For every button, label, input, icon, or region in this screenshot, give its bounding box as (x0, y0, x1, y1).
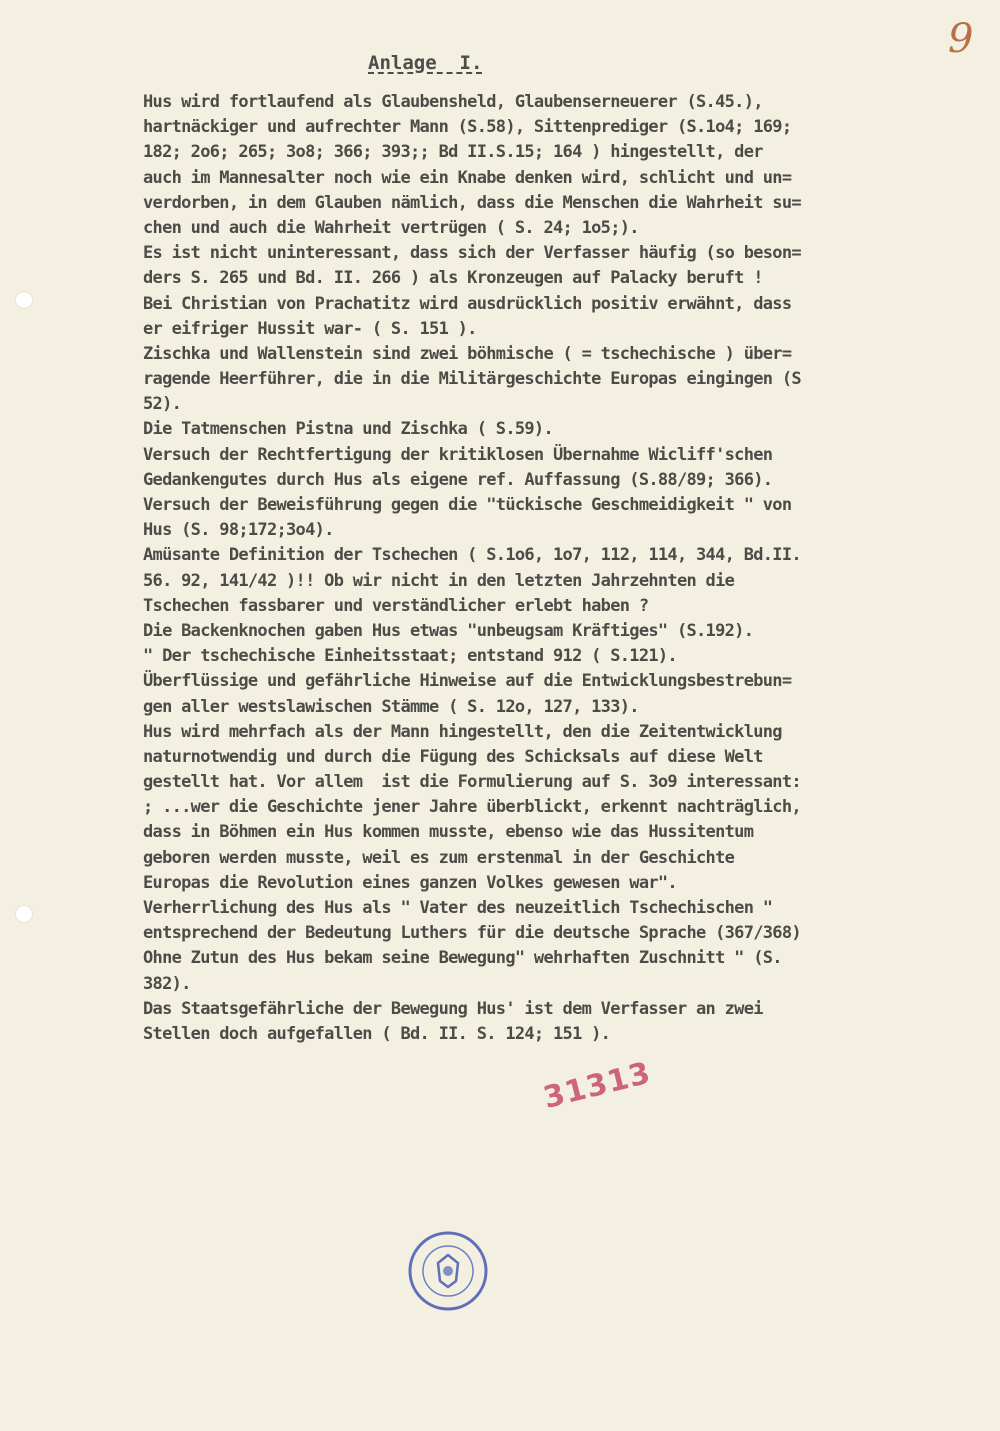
text-line: naturnotwendig und durch die Fügung des Schicksals auf diese Welt (143, 746, 763, 767)
text-line: Hus wird fortlaufend als Glaubensheld, Glaubenserneuerer (S.45.), (143, 92, 763, 112)
text-line: 52). (143, 394, 182, 415)
punch-hole (16, 906, 32, 922)
text-line: Die Tatmenschen Pistna und Zischka ( S.59). (143, 419, 553, 440)
text-line: Das Staatsgefährliche der Bewegung Hus' ist dem Verfasser an zwei (143, 998, 763, 1019)
text-line: Tschechen fassbarer und verständlicher erlebt haben ? (143, 595, 649, 616)
text-line: Europas die Revolution eines ganzen Volkes gewesen war". (143, 872, 677, 893)
text-line: gen aller westslawischen Stämme ( S. 12o, 127, 133). (143, 696, 639, 717)
text-line: 56. 92, 141/42 )!! Ob wir nicht in den letzten Jahrzehnten die (143, 570, 735, 591)
text-line: Gedankengutes durch Hus als eigene ref. Auffassung (S.88/89; 366). (143, 469, 773, 490)
text-line: Es ist nicht uninteressant, dass sich der Verfasser häufig (so beson= (143, 243, 801, 264)
text-line: Stellen doch aufgefallen ( Bd. II. S. 124; 151 ). (143, 1023, 611, 1044)
text-line: dass in Böhmen ein Hus kommen musste, ebenso wie das Hussitentum (143, 822, 754, 843)
text-line: Überflüssige und gefährliche Hinweise auf die Entwicklungsbestrebun= (143, 671, 792, 692)
stamp-number: 31313 (540, 1055, 655, 1116)
text-line: ; ...wer die Geschichte jener Jahre überblickt, erkennt nachträglich, (143, 797, 801, 818)
text-line: geboren werden musste, weil es zum erstenmal in der Geschichte (143, 847, 735, 868)
text-line: 382). (143, 973, 191, 994)
text-line: " Der tschechische Einheitsstaat; entstand 912 ( S.121). (143, 646, 677, 667)
text-line: Hus (S. 98;172;3o4). (143, 520, 334, 541)
text-line: Versuch der Beweisführung gegen die "tückische Geschmeidigkeit " von (143, 495, 792, 515)
text-line: Verherrlichung des Hus als " Vater des neuzeitlich Tschechischen " (143, 898, 773, 918)
text-line: ragende Heerführer, die in die Militärgeschichte Europas eingingen (S (143, 369, 801, 390)
body-text (143, 90, 801, 1047)
text-line: auch im Mannesalter noch wie ein Knabe denken wird, schlicht und un= (143, 167, 792, 188)
text-line: entsprechend der Bedeutung Luthers für die deutsche Sprache (367/368) (143, 923, 801, 944)
text-line: Amüsante Definition der Tschechen ( S.1o6, 1o7, 112, 114, 344, Bd.II. (143, 545, 801, 566)
text-line: er eifriger Hussit war- ( S. 151 ). (143, 318, 477, 339)
text-line: Hus wird mehrfach als der Mann hingestellt, den die Zeitentwicklung (143, 721, 782, 742)
text-line: Bei Christian von Prachatitz wird ausdrücklich positiv erwähnt, dass (143, 293, 792, 314)
page-heading: Anlage I. (368, 52, 483, 74)
text-line: Versuch der Rechtfertigung der kritiklosen Übernahme Wicliff'schen (143, 444, 773, 465)
handwritten-page-number: 9 (948, 16, 974, 62)
text-line: 182; 2o6; 265; 3o8; 366; 393;; Bd II.S.15; 164 ) hingestellt, der (143, 142, 763, 163)
text-line: chen und auch die Wahrheit vertrügen ( S. 24; 1o5;). (143, 217, 639, 238)
text-line: hartnäckiger und aufrechter Mann (S.58), Sittenprediger (S.1o4; 169; (143, 117, 792, 138)
punch-hole (16, 292, 32, 308)
text-line: Ohne Zutun des Hus bekam seine Bewegung" wehrhaften Zuschnitt " (S. (143, 948, 782, 969)
archive-seal (406, 1229, 490, 1313)
text-line: gestellt hat. Vor allem ist die Formulierung auf S. 3o9 interessant: (143, 772, 801, 793)
text-line: verdorben, in dem Glauben nämlich, dass die Menschen die Wahrheit su= (143, 192, 801, 213)
text-line: ders S. 265 und Bd. II. 266 ) als Kronzeugen auf Palacky beruft ! (143, 268, 763, 289)
text-line: Zischka und Wallenstein sind zwei böhmische ( = tschechische ) über= (143, 343, 792, 364)
text-line: Die Backenknochen gaben Hus etwas "unbeugsam Kräftiges" (S.192). (143, 620, 754, 641)
